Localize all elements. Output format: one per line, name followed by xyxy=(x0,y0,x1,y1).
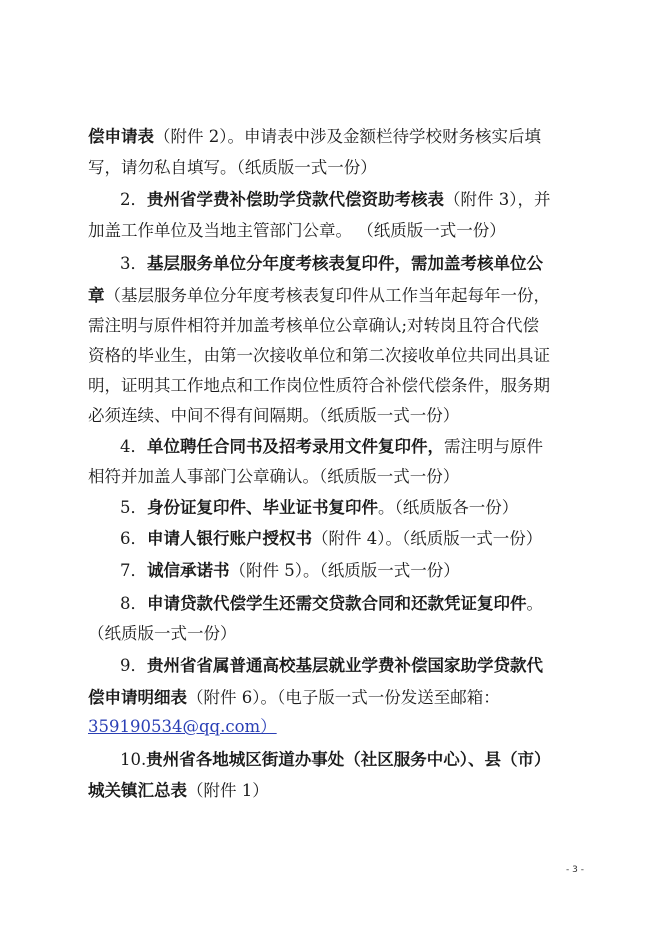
list-number: 7． xyxy=(120,561,147,580)
text-segment: 资格的毕业生，由第一次接收单位和第二次接收单位共同出具证 xyxy=(88,346,550,365)
text-segment: 贵州省省属普通高校基层就业学费补偿国家助学贷款代 xyxy=(147,656,543,675)
text-line xyxy=(120,529,620,549)
text-segment: 加盖工作单位及当地主管部门公章。 （纸质版一式一份） xyxy=(88,221,506,240)
text-segment: 贵州省各地城区街道办事处（社区服务中心）、县（市） xyxy=(146,750,551,769)
text-segment: 。 xyxy=(526,594,543,613)
text-line xyxy=(120,656,620,676)
list-number: 9． xyxy=(120,656,147,675)
text-line xyxy=(120,190,620,210)
text-line xyxy=(88,158,588,178)
text-segment: 申请贷款代偿学生还需交贷款合同和还款凭证复印件 xyxy=(147,594,527,613)
text-segment: 相符并加盖人事部门公章确认。（纸质版一式一份） xyxy=(88,467,460,486)
list-number: 4． xyxy=(120,437,147,456)
text-line xyxy=(88,316,588,336)
list-number: 5． xyxy=(120,498,147,517)
text-segment: 偿申请表 xyxy=(88,127,154,146)
text-line xyxy=(88,221,588,241)
text-segment: 身份证复印件、毕业证书复印件 xyxy=(147,498,378,517)
text-segment: （附件 3），并 xyxy=(444,190,551,209)
text-line xyxy=(88,781,588,801)
text-line xyxy=(88,717,588,737)
text-line xyxy=(88,346,588,366)
text-segment: （附件 5）。（纸质版一式一份） xyxy=(229,561,460,580)
text-segment: 诚信承诺书 xyxy=(147,561,230,580)
text-segment: （基层服务单位分年度考核表复印件从工作当年起每年一份， xyxy=(104,286,550,305)
list-number: 3． xyxy=(120,254,147,273)
text-segment: 单位聘任合同书及招考录用文件复印件， xyxy=(147,437,444,456)
text-line xyxy=(88,286,588,306)
text-segment: （附件 2）。申请表中涉及金额栏待学校财务核实后填 xyxy=(154,127,541,146)
text-line xyxy=(120,594,620,614)
text-line xyxy=(120,498,620,518)
text-line xyxy=(120,437,620,457)
list-number: 10. xyxy=(120,750,147,769)
text-segment: 明，证明其工作地点和工作岗位性质符合补偿代偿条件，服务期 xyxy=(88,376,550,395)
text-segment: （纸质版一式一份） xyxy=(88,624,237,643)
text-line xyxy=(120,750,620,770)
text-line xyxy=(88,376,588,396)
text-segment: 必须连续、中间不得有间隔期。（纸质版一式一份） xyxy=(88,406,460,425)
text-segment: 章 xyxy=(88,286,105,305)
text-segment: 需注明与原件相符并加盖考核单位公章确认;对转岗且符合代偿 xyxy=(88,316,540,335)
list-number: 2． xyxy=(120,190,147,209)
text-line xyxy=(88,406,588,426)
text-segment: 。（纸质版各一份） xyxy=(378,498,519,517)
list-number: 8． xyxy=(120,594,147,613)
text-line xyxy=(88,467,588,487)
text-segment: 偿申请明细表 xyxy=(88,688,187,707)
text-segment: 申请人银行账户授权书 xyxy=(147,529,312,548)
text-segment: （附件 4）。（纸质版一式一份） xyxy=(312,529,543,548)
text-segment: 基层服务单位分年度考核表复印件，需加盖考核单位公 xyxy=(147,254,543,273)
text-segment: （附件 1） xyxy=(187,781,269,800)
email-link[interactable]: 359190534@qq.com） xyxy=(88,717,277,736)
text-line xyxy=(88,127,588,147)
text-line xyxy=(88,624,588,644)
text-line xyxy=(88,688,588,708)
text-segment: 城关镇汇总表 xyxy=(88,781,187,800)
text-segment: 贵州省学费补偿助学贷款代偿资助考核表 xyxy=(147,190,444,209)
text-line xyxy=(120,561,620,581)
text-segment: （附件 6）。（电子版一式一份发送至邮箱： xyxy=(187,688,500,707)
list-number: 6． xyxy=(120,529,147,548)
page-number: - 3 - xyxy=(566,865,584,875)
text-segment: 写，请勿私自填写。（纸质版一式一份） xyxy=(88,158,377,177)
text-segment: 需注明与原件 xyxy=(444,437,543,456)
text-line xyxy=(120,254,620,274)
